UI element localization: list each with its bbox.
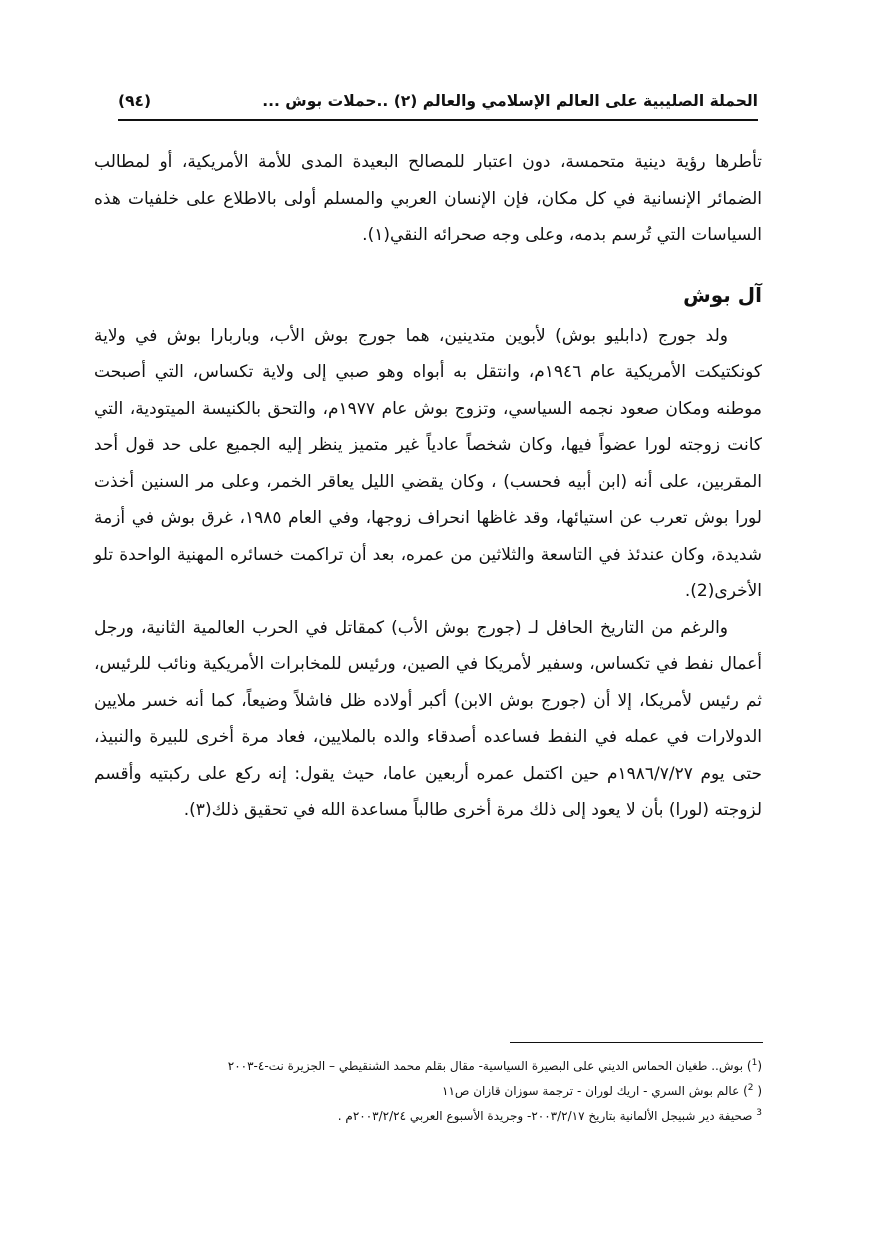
- footnote-marker-open: (: [757, 1059, 762, 1073]
- body-text: [94, 144, 762, 829]
- footnote-marker-close: ): [746, 1059, 752, 1073]
- footnote-rule: [510, 1042, 763, 1043]
- footnote-marker-open: (: [757, 1084, 762, 1098]
- footnote-text: عالم بوش السري - اريك لوران - ترجمة سوزان قازان ص١١: [442, 1084, 740, 1098]
- section-heading: آل بوش: [683, 282, 762, 307]
- footnote-marker: 1: [751, 1058, 758, 1068]
- footnote-3: [94, 1102, 762, 1127]
- footnotes: [94, 1052, 762, 1127]
- running-header: [118, 86, 758, 116]
- footnote-marker-close: ): [743, 1084, 748, 1098]
- paragraph-bush-father: والرغم من التاريخ الحافل لـ (جورج بوش الأب) كمقاتل في الحرب العالمية الثانية، ورجل أعمال نفط في تكساس، وسفير لأمريكا في الصين، ورئيس للمخابرات الأمريكية ونائب للرئيس، ثم رئيس لأمريكا، إلا أن (جورج بوش الابن) أكبر أولاده ظل فاشلاً وضيعاً، كما أنه خسر ملايين الدولارات في عمله في النفط فساعده أصدقاء والده بالملايين، فعاد مرة أخرى للبيرة والنبيذ، حتى يوم ١٩٨٦/٧/٢٧م حين اكتمل عمره أربعين عاما، حيث يقول: إنه ركع على ركبتيه وأقسم لزوجته (لورا) بأن لا يعود إلى ذلك مرة أخرى طالباً مساعدة الله في تحقيق ذلك(٣).: [94, 617, 763, 820]
- footnote-text: بوش.. طغيان الحماس الديني على البصيرة السياسية- مقال بقلم محمد الشنقيطي – الجزيرة نت-٤-٢٠٠٣: [227, 1059, 744, 1073]
- paragraph-bush-family: ولد جورج (دابليو بوش) لأبوين متدينين، هما جورج بوش الأب، وباربارا بوش في ولاية كونكتيكت الأمريكية عام ١٩٤٦م، وانتقل به أبواه وهو صبي إلى ولاية تكساس، التي أصبحت موطنه ومكان صعود نجمه السياسي، وتزوج بوش عام ١٩٧٧م، والتحق بالكنيسة الميتودية، التي كانت زوجته لورا عضواً فيها، وكان شخصاً عادياً غير متميز ينظر إليه الجميع على حد قول أحد المقربين، على أنه (ابن أبيه فحسب) ، وكان يقضي الليل يعاقر الخمر، وعلى مر السنين أخذت لورا بوش تعرب عن استيائها، وقد غاظها انحراف زوجها، وفي العام ١٩٨٥، غرق بوش في أزمة شديدة، وكان عندئذ في التاسعة والثلاثين من عمره، بعد أن تراكمت خسائره المهنية الواحدة تلو الأخرى(2).: [94, 325, 763, 601]
- footnote-marker: 2: [747, 1083, 754, 1093]
- footnote-text: صحيفة دير شبيجل الألمانية بتاريخ ٢٠٠٣/٢/١٧- وجريدة الأسبوع العربي ٢٠٠٣/٢/٢٤م .: [337, 1109, 753, 1123]
- footnote-1: [94, 1052, 762, 1077]
- page-number: (٩٤): [118, 92, 152, 110]
- header-rule: [118, 119, 758, 121]
- footnote-2: [94, 1077, 762, 1102]
- intro-paragraph: تأطرها رؤية دينية متحمسة، دون اعتبار للمصالح البعيدة المدى للأمة الأمريكية، أو لمطالب الضمائر الإنسانية في كل مكان، فإن الإنسان العربي والمسلم أولى بالاطلاع على خلفيات هذه السياسات التي تُرسم بدمه، وعلى وجه صحرائه النقي(١).: [94, 152, 762, 245]
- header-title: الحملة الصليبية على العالم الإسلامي والعالم (٢) ..حملات بوش ...: [262, 92, 758, 110]
- footnote-marker: 3: [756, 1108, 762, 1118]
